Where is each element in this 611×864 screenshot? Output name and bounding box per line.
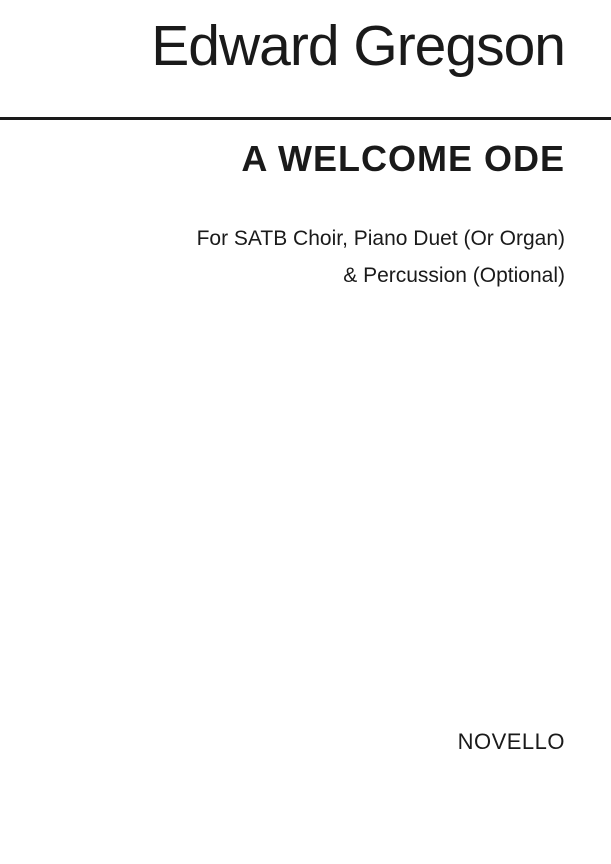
scoring-line-2: & Percussion (Optional) — [343, 264, 565, 287]
composer-name: Edward Gregson — [151, 14, 565, 78]
header-divider — [0, 117, 611, 120]
scoring-line-1: For SATB Choir, Piano Duet (Or Organ) — [196, 227, 565, 250]
work-title: A WELCOME ODE — [241, 138, 565, 179]
publisher-name: NOVELLO — [457, 729, 565, 754]
